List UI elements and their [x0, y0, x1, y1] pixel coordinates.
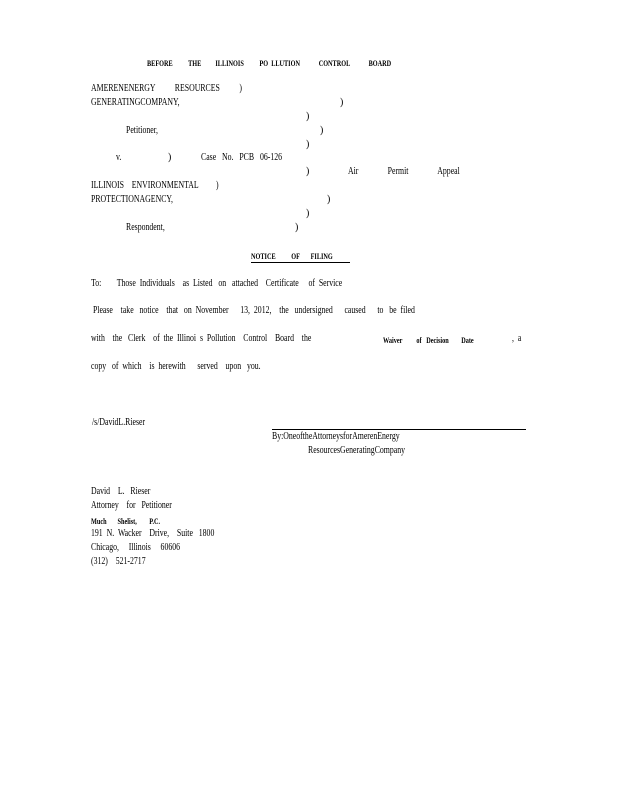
respondent-name-line1: ILLINOIS ENVIRONMENTAL ): [91, 180, 219, 191]
petitioner-name-line2: GENERATINGCOMPANY,: [91, 97, 180, 108]
caption-bracket: ): [306, 208, 310, 219]
electronic-signature: /s/DavidL.Rieser: [92, 417, 146, 428]
notice-paragraph-line3: copy of which is herewith served upon you.: [91, 361, 261, 372]
signature-by-line1: By:OneoftheAttorneysforAmerenEnergy: [272, 431, 400, 442]
law-firm-name: Much Shelist, P.C.: [91, 517, 161, 526]
signature-line: [272, 429, 526, 430]
caption-bracket: ): [306, 166, 310, 177]
firm-address: 191 N. Wacker Drive, Suite 1800: [91, 528, 215, 539]
notice-paragraph-line2-end: , a: [512, 333, 522, 344]
caption-bracket: ): [295, 222, 299, 233]
caption-bracket: ): [168, 152, 172, 163]
case-number: Case No. PCB 06-126: [201, 152, 283, 163]
board-title: BEFORE THE ILLINOIS PO LLUTION CONTROL BOARD: [147, 59, 392, 68]
notice-paragraph-line2: with the Clerk of the Illinoi s Pollution Control Board the: [91, 333, 312, 344]
caption-bracket: ): [306, 139, 310, 150]
firm-phone: (312) 521-2717: [91, 556, 146, 567]
notice-title-underline: [251, 262, 350, 263]
caption-bracket: ): [327, 194, 331, 205]
versus-label: v.: [116, 152, 122, 163]
attorney-name: David L. Rieser: [91, 486, 151, 497]
filed-document-name: Waiver of Decision Date: [383, 336, 474, 345]
caption-bracket: ): [306, 111, 310, 122]
petitioner-label: Petitioner,: [126, 125, 158, 136]
respondent-label: Respondent,: [126, 222, 165, 233]
caption-bracket: ): [320, 125, 324, 136]
proceeding-type: Air Permit Appeal: [348, 166, 460, 177]
addressee-line: To: Those Individuals as Listed on attached Certificate of Service: [91, 278, 343, 289]
attorney-role: Attorney for Petitioner: [91, 500, 172, 511]
notice-title: NOTICE OF FILING: [251, 252, 333, 261]
caption-bracket: ): [340, 97, 344, 108]
petitioner-name-line1: AMERENENERGY RESOURCES ): [91, 83, 242, 94]
signature-by-line2: ResourcesGeneratingCompany: [308, 445, 406, 456]
respondent-name-line2: PROTECTIONAGENCY,: [91, 194, 173, 205]
notice-paragraph-line1: Please take notice that on November 13, 2012, the undersigned caused to be filed: [91, 305, 415, 316]
firm-city-state-zip: Chicago, Illinois 60606: [91, 542, 181, 553]
